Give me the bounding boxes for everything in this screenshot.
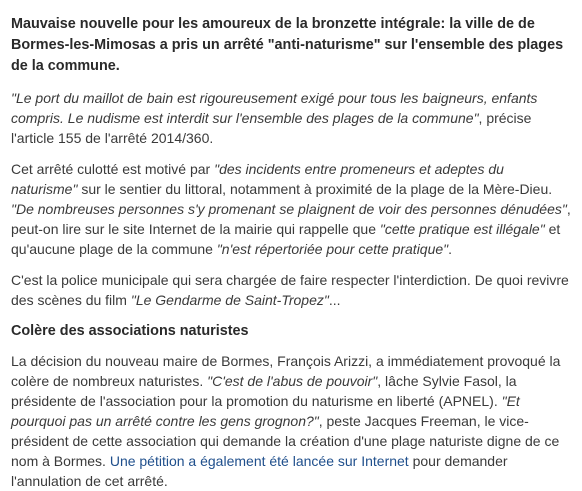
quote-not-listed: "n'est répertoriée pour cette pratique" — [216, 241, 449, 257]
paragraph-associations — [11, 351, 572, 491]
decree-reference: , précise l'article 155 de l'arrêté 2014/360. — [11, 110, 532, 146]
text-span: ... — [328, 292, 341, 308]
text-span: sur le sentier du littoral, notamment à proximité de la plage de la Mère-Dieu. — [77, 181, 553, 197]
paragraph-decree-quote — [11, 88, 572, 148]
text-span: , lâche Sylvie Fasol, la présidente de l'association pour la promotion du naturisme en liberté (APNEL). — [11, 373, 517, 409]
text-span: . — [448, 241, 453, 257]
film-title: "Le Gendarme de Saint-Tropez" — [130, 292, 329, 308]
text-span: , peste Jacques Freeman, le vice-président de cette association qui demande la création d'une plage naturiste digne de ce nom à Bormes. — [11, 413, 560, 469]
quote-illegal: "cette pratique est illégale" — [379, 221, 545, 237]
petition-link[interactable]: Une pétition a également été lancée sur Internet — [109, 453, 409, 469]
text-span: , peut-on lire sur le site Internet de la mairie qui rappelle que — [11, 201, 571, 237]
section-heading: Colère des associations naturistes — [11, 323, 249, 339]
paragraph-police — [11, 270, 572, 310]
decree-quote: "Le port du maillot de bain est rigoureusement exigé pour tous les baigneurs, enfants compris. Le nudisme est interdit sur l'ensemble des plages de la commune" — [11, 90, 538, 126]
text-span: C'est la police municipale qui sera chargée de faire respecter l'interdiction. De quoi revivre des scènes du film — [11, 272, 569, 308]
text-span: La décision du nouveau maire de Bormes, François Arizzi, a immédiatement provoqué la colère de nombreux naturistes. — [11, 353, 561, 389]
quote-grumpy: "Et pourquoi pas un arrêté contre les gens grognon?" — [11, 393, 520, 429]
quote-incidents: "des incidents entre promeneurs et adeptes du naturisme" — [11, 161, 504, 197]
quote-abuse: "C'est de l'abus de pouvoir" — [207, 373, 378, 389]
quote-complaints: "De nombreuses personnes s'y promenant se plaignent de voir des personnes dénudées" — [11, 201, 567, 217]
text-span: pour demander l'annulation de cet arrêté. — [11, 453, 508, 489]
text-span: et qu'aucune plage de la commune — [11, 221, 561, 257]
text-span: Cet arrêté culotté est motivé par — [11, 161, 215, 177]
article-lead: Mauvaise nouvelle pour les amoureux de la bronzette intégrale: la ville de de Bormes-les-Mimosas a pris un arrêté "anti-naturisme" sur l'ensemble des plages de la commune. — [11, 16, 564, 74]
paragraph-motivation — [11, 159, 572, 259]
